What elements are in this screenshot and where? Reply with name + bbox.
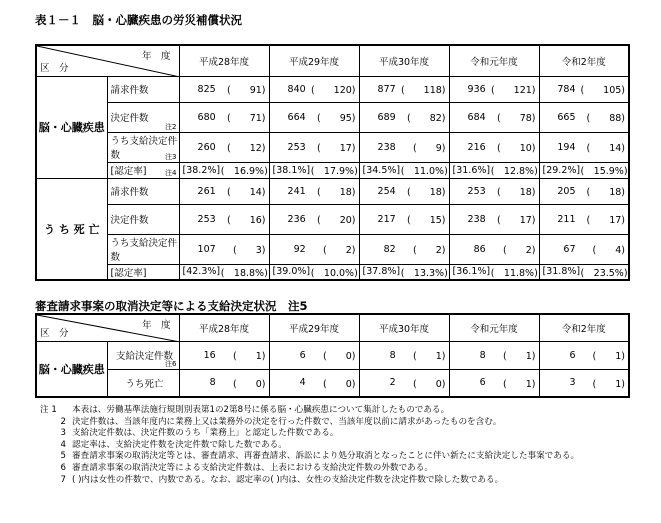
row-label [107,162,179,178]
year-header: 平成29年度 [269,45,359,76]
year-header: 令和元年度 [449,45,539,76]
table-row [36,102,629,132]
cell-female: ( 16.9%) [220,166,268,177]
value-cell [449,204,539,234]
corner-year-label: 年 度 [141,51,171,62]
cell-female: ( 20) [316,215,356,226]
value-cell [539,234,629,264]
cell-female: ( 10) [496,143,536,154]
footnote-ref: 注2 [165,122,177,131]
value-cell [449,341,539,369]
footnote-number: 2 [60,416,66,427]
value-cell [179,162,269,178]
row-label [107,132,179,162]
value-cell [179,204,269,234]
cell-total: 238 [377,141,396,153]
cell-total: [39.0%] [272,266,311,278]
footnote-ref: 注6 [165,359,177,368]
table-row [36,76,629,102]
cell-total: 8 [389,349,396,361]
value-cell [179,264,269,280]
cell-total: 680 [197,111,216,123]
value-cell [269,204,359,234]
cell-female: ( 1) [413,351,446,362]
year-header: 平成30年度 [359,314,449,341]
value-cell [539,102,629,132]
row-label-text: [認定率] [110,166,147,177]
footnote [40,475,579,487]
cell-total: 2 [389,377,396,389]
cell-total: 253 [467,185,486,197]
cell-total: 86 [473,243,486,255]
year-header: 令和元年度 [449,314,539,341]
cell-total: [38.1%] [272,164,311,176]
corner-year-label: 年 度 [141,320,171,331]
cell-total: 236 [287,213,306,225]
cell-total: 840 [287,83,306,95]
cell-total: 689 [377,111,396,123]
cell-female: ( 121) [490,85,536,96]
table2-corner [36,314,179,341]
cell-total: [31.8%] [542,266,581,278]
footnote-text: 決定件数は、当該年度内に業務上又は業務外の決定を行った件数で、当該年度以前に請求があったものを含む。 [72,416,502,427]
cell-female: ( 14) [226,187,266,198]
value-cell [179,178,269,204]
cell-female: ( 18.8%) [220,267,268,279]
value-cell [359,264,449,280]
cell-female: ( 0) [413,378,446,390]
row-label-text: 請求件数 [110,187,149,198]
value-cell [269,234,359,264]
table-row [36,234,629,264]
row-label [107,341,179,369]
category-label: う ち 死 亡 [44,222,100,236]
value-cell [269,132,359,162]
cell-female: ( 0) [323,351,356,362]
cell-female: ( 14) [586,143,625,154]
cell-total: 16 [203,349,216,361]
footnote-number: 4 [60,439,66,450]
value-cell [359,178,449,204]
value-cell [269,264,359,280]
footnote [40,463,579,475]
cell-female: ( 18) [586,187,625,198]
footnote [40,428,579,440]
cell-female: ( 91) [226,85,266,96]
cell-total: 8 [209,377,216,389]
row-label-text: 決定件数 [110,113,149,124]
row-label-text: うち支給決定件数 [110,238,178,263]
cell-total: [34.5%] [362,164,401,176]
cell-total: 6 [569,349,576,361]
value-cell [179,102,269,132]
value-cell [449,132,539,162]
footnote-text: 認定率は、支給決定件数を決定件数で除した数である。 [72,439,287,450]
table-row [36,264,629,280]
value-cell [539,264,629,280]
cell-female: ( 13.3%) [400,267,448,279]
value-cell [539,204,629,234]
table1-header-row [36,45,629,76]
year-header: 令和2年度 [539,45,629,76]
value-cell [539,132,629,162]
cell-female: ( 1) [592,351,625,362]
cell-female: ( 17) [316,143,356,154]
cell-female: ( 17) [496,215,536,226]
cell-total: 665 [557,111,576,123]
cell-female: ( 4) [592,245,625,256]
cell-total: [37.8%] [362,266,401,278]
table-row [36,341,629,369]
cell-female: ( 120) [310,85,356,96]
cell-female: ( 11.0%) [400,166,448,177]
cell-total: [38.2%] [182,164,221,176]
cell-female: ( 10.0%) [310,267,358,279]
value-cell [539,178,629,204]
value-cell [449,76,539,102]
table-row [36,178,629,204]
footnote-number: 3 [60,428,66,439]
footnote [40,417,579,429]
row-label [107,369,179,397]
cell-total: 253 [287,141,306,153]
cell-total: 241 [287,185,306,197]
footnote-ref: 注4 [165,168,177,177]
table-row [36,204,629,234]
footnote-text: ( )内は女性の件数で、内数である。なお、認定率の( )内は、女性の支給決定件数を決定件数で除した数である。 [72,474,504,485]
cell-female: ( 15) [406,215,446,226]
cell-total: [29.2%] [542,164,581,176]
value-cell [359,341,449,369]
cell-female: ( 3) [233,245,266,256]
reversal-table [35,313,630,398]
footnote [40,405,579,417]
value-cell [449,102,539,132]
row-label [107,264,179,280]
table2-title: 審査請求事案の取消決定等による支給決定状況 注5 [35,299,308,313]
value-cell [359,234,449,264]
value-cell [179,341,269,369]
value-cell [269,178,359,204]
cell-total: 261 [197,185,216,197]
cell-female: ( 88) [586,113,625,124]
cell-female: ( 95) [316,113,356,124]
value-cell [359,76,449,102]
year-header: 平成28年度 [179,314,269,341]
cell-female: ( 18) [496,187,536,198]
table-row [36,132,629,162]
cell-total: [31.6%] [452,164,491,176]
table1-title: 表１－１ 脳・心臓疾患の労災補償状況 [35,13,242,27]
cell-female: ( 82) [406,113,446,124]
value-cell [449,162,539,178]
footnote-text: 支給決定件数は、決定件数のうち「業務上」と認定した件数である。 [72,428,339,439]
cell-total: 216 [467,141,486,153]
cell-total: [42.3%] [182,266,221,278]
value-cell [179,132,269,162]
cell-total: 260 [197,141,216,153]
cell-female: ( 1) [503,378,536,390]
cell-total: 784 [557,83,576,95]
cell-female: ( 1) [233,351,266,362]
value-cell [269,341,359,369]
cell-total: 6 [299,349,306,361]
cell-female: ( 23.5%) [580,267,628,279]
cell-total: 936 [467,83,486,95]
category-cell [36,178,107,280]
value-cell [449,369,539,397]
cell-female: ( 1) [503,351,536,362]
corner-category-label: 区 分 [40,327,69,339]
cell-female: ( 2) [413,245,446,256]
footnote-text: 審査請求事案の取消決定等による支給決定件数は、上表における支給決定件数の外数である。 [72,462,433,473]
row-label-text: 決定件数 [110,215,149,226]
value-cell [359,102,449,132]
cell-total: 211 [557,213,576,225]
value-cell [359,132,449,162]
value-cell [179,76,269,102]
cell-female: ( 18) [406,187,446,198]
cell-female: ( 118) [400,85,446,96]
value-cell [359,162,449,178]
cell-total: 67 [563,243,576,255]
year-header: 平成30年度 [359,45,449,76]
table-row [36,369,629,397]
cell-total: 8 [479,349,486,361]
cell-female: ( 71) [226,113,266,124]
cell-total: 205 [557,185,576,197]
value-cell [539,341,629,369]
cell-total: 4 [299,377,306,389]
footnote-text: 審査請求事案の取消決定等とは、審査請求、再審査請求、訴訟により処分取消となったことに伴い新たに支給決定した事案である。 [72,451,580,462]
table1-corner [36,45,179,76]
value-cell [359,204,449,234]
footnote-number: 7 [60,474,66,485]
value-cell [269,76,359,102]
table-row [36,162,629,178]
cell-total: 107 [197,243,216,255]
cell-total: 664 [287,111,306,123]
value-cell [449,178,539,204]
cell-female: ( 17.9%) [310,166,358,177]
category-label: 脳・心臓疾患 [38,121,105,134]
cell-total: 825 [197,83,216,95]
value-cell [359,369,449,397]
table2-header-row [36,314,629,341]
footnote-number: 注 1 [40,405,57,415]
footnotes [40,405,579,486]
cell-female: ( 2) [323,245,356,256]
category-cell [36,341,107,397]
cell-total: 253 [197,213,216,225]
cell-total: 82 [383,243,396,255]
cell-female: ( 17) [586,215,625,226]
footnote-number: 5 [60,451,66,462]
cell-total: 3 [569,377,576,389]
category-label: 脳・心臓疾患 [38,362,105,376]
row-label [107,76,179,102]
cell-female: ( 18) [316,187,356,198]
row-label [107,204,179,234]
corner-category-label: 区 分 [40,62,69,74]
cell-female: ( 9) [413,143,446,154]
year-header: 平成29年度 [269,314,359,341]
cell-female: ( 2) [503,245,536,256]
value-cell [269,102,359,132]
row-label [107,102,179,132]
cell-total: 877 [377,83,396,95]
cell-total: 254 [377,185,396,197]
category-cell [36,76,107,178]
footnote-number: 6 [60,462,66,473]
cell-total: 684 [467,111,486,123]
cell-female: ( 12) [226,143,266,154]
cell-female: ( 16) [226,215,266,226]
claims-table [35,44,630,281]
cell-female: ( 78) [496,113,536,124]
value-cell [449,234,539,264]
footnote [40,440,579,452]
cell-female: ( 1) [592,378,625,390]
row-label-text: 支給決定件数 [115,351,173,362]
value-cell [179,234,269,264]
value-cell [539,76,629,102]
value-cell [179,369,269,397]
cell-total: [36.1%] [452,266,491,278]
row-label-text: うち死亡 [125,378,164,390]
value-cell [539,369,629,397]
footnote [40,451,579,463]
cell-female: ( 11.8%) [490,267,538,279]
cell-total: 194 [557,141,576,153]
footnote-text: 本表は、労働基準法施行規則別表第1の2第8号に係る脳・心臓疾患について集計したものである。 [72,405,450,415]
footnote-ref: 注3 [165,152,177,161]
value-cell [449,264,539,280]
cell-total: 6 [479,377,486,389]
value-cell [269,369,359,397]
cell-total: 238 [467,213,486,225]
row-label-text: うち支給決定件数 [110,136,178,161]
row-label-text: [認定率] [110,267,147,279]
cell-female: ( 0) [233,378,266,390]
year-header: 令和2年度 [539,314,629,341]
row-label-text: 請求件数 [110,85,149,96]
cell-female: ( 105) [580,85,625,96]
year-header: 平成28年度 [179,45,269,76]
cell-total: 92 [293,243,306,255]
cell-female: ( 0) [323,378,356,390]
value-cell [269,162,359,178]
cell-total: 217 [377,213,396,225]
row-label [107,178,179,204]
row-label [107,234,179,264]
value-cell [539,162,629,178]
cell-female: ( 15.9%) [580,166,628,177]
cell-female: ( 12.8%) [490,166,538,177]
